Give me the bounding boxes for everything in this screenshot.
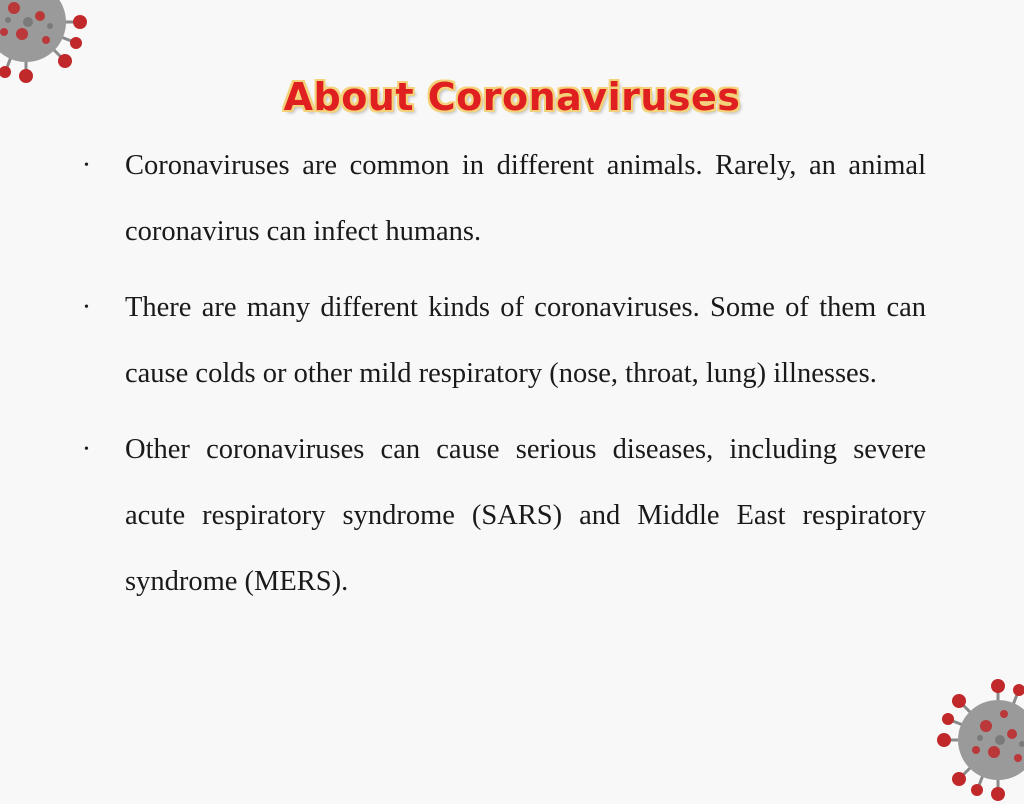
bullet-icon: • [84, 300, 89, 315]
bullet-item [84, 417, 926, 615]
bullet-text: Other coronaviruses can cause serious diseases, including severe acute respiratory syndrome (SARS) and Middle East respiratory syndrome (MERS). [125, 434, 926, 597]
bullet-icon: • [84, 442, 89, 457]
coronavirus-icon [0, 0, 90, 86]
bullet-text: Coronaviruses are common in different animals. Rarely, an animal coronavirus can infect humans. [125, 150, 926, 247]
slide-title: About Coronaviruses [283, 75, 741, 120]
bullet-item [84, 133, 926, 265]
bullet-list [84, 133, 926, 625]
bullet-item [84, 275, 926, 407]
coronavirus-icon [934, 676, 1024, 804]
bullet-text: There are many different kinds of coronaviruses. Some of them can cause colds or other mild respiratory (nose, throat, lung) illnesses. [125, 292, 926, 389]
bullet-icon: • [84, 158, 89, 173]
